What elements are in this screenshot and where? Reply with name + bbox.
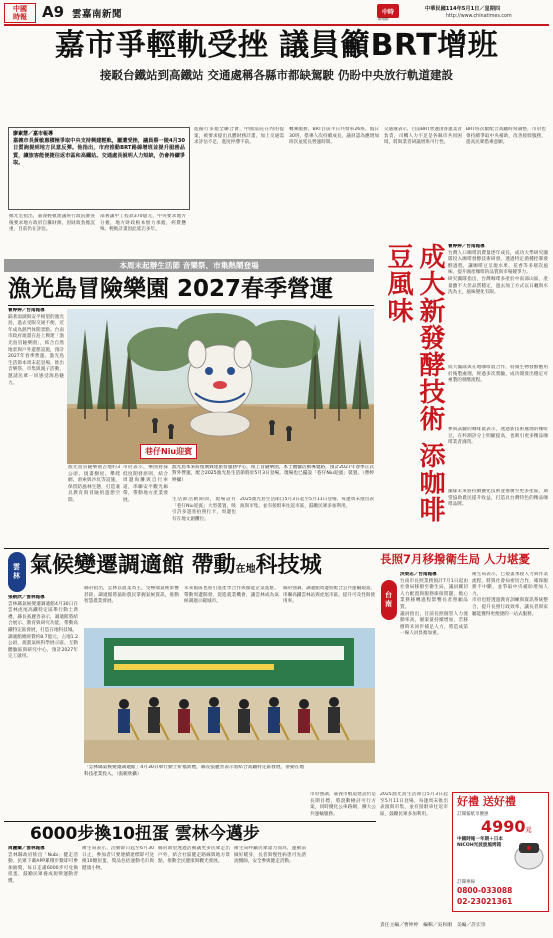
walk-byline: 周麗蘭／雲林報導	[8, 846, 45, 851]
fishlight-body-text: 隔著潟湖與安平相望的漁光島，過去受限交通不便，近年成為熱門休閒景點。台南市政府規畫在島上興建「漁光島冒險樂園」，結合自然地景與戶外遊憩設施，預計2027年春季營運。漁光島生活節本周末起登場，推出音樂祭、市集與親子活動，邀請民眾一同感受海島魅力。	[8, 314, 64, 386]
fishlight-col-3: 生活節活動期間，現場設有「巷仔Niu迎賓」大型裝置，吸引許多遊客拍照打卡，周邊也有在地文創攤位。	[172, 497, 236, 522]
coffee-byline: 曹婷婷／台南報導	[448, 244, 485, 249]
fishlight-photo-caption: 漁光島本來將推廣興建旅客服務中心，推上冒險樂園，本土體驗活動導覽路，預計2027年春季正式對外營運，配合2025漁光島生活節將於5月3日登場，現場也已擺設「巷仔Niu迎賓」裝置。（曹婷婷攝）	[172, 465, 374, 483]
walk-body-text: 雲林縣政府推出「Nubi」健走活動，民眾下載APP累積步數即可參加抽獎，每日走滿6000步可兌換扭蛋，鼓勵民眾養成規律運動習慣。	[8, 852, 78, 884]
climate-col-2: 縣府指出，雲林以農業為主，受極端氣候影響甚鉅，調適館將協助農民掌握氣候資訊，推動智慧農業發展。	[84, 586, 179, 605]
ad-hotline-label: 訂閱專線	[457, 880, 475, 885]
climate-body	[8, 595, 78, 811]
website[interactable]: http://www.chinatimes.com	[446, 14, 512, 19]
brt-lead-text: 嘉義市長黃敏惠積極爭取中央支持興建輕軌，屢遭受挫，議員蔡一陵4月30日質詢提到地方民意反彈。他指出，市府推動BRT路線增班並提升服務品質，讓旅客能便捷往返市區和高鐵站。交通處長說明人力短缺，仍會持續爭取。	[13, 138, 185, 167]
ad-title: 好禮 送好禮	[457, 795, 516, 808]
tainan-tag	[381, 580, 397, 620]
masthead-rule	[4, 24, 549, 26]
fishlight-col-2: 市府表示，樂園將採低度開發原則，結合周邊海灘與自行車道，串聯安平觀光廊帶，帶動地方產業發展。	[123, 465, 168, 503]
walk-headline: 6000步換10扭蛋 雲林今邁步	[30, 824, 260, 844]
walk-col-3: 衛生局呼籲民眾量力而為，運動前做好暖身，長者與慢性病患可先諮詢醫師，安全參與健走活動。	[234, 846, 306, 865]
ad-offer: 中國時報一年期＋日本NICOH光波旋風烤箱	[457, 837, 503, 848]
ad-price-label: 訂閱報紙享優惠	[457, 812, 489, 817]
fishlight-byline: 曹婷婷／台南報導	[8, 308, 45, 313]
climate-body-text: 雲林縣氣候變遷調適館4月30日在雲林虎尾高鐵特定區舉行動土典禮，縣長張麗善表示，調適館將結合展示、教育與研究功能，帶動高鐵特定區發展，打造在地科技城。	[8, 601, 78, 633]
fishlight-headline: 漁光島冒險樂園 2027春季營運	[8, 276, 334, 302]
coffee-body	[448, 244, 548, 362]
newspaper-logo	[4, 3, 36, 23]
climate-title-main: 氣候變遷調適館 帶動	[30, 553, 236, 578]
ad-price	[481, 817, 532, 836]
health-col-2	[472, 572, 548, 788]
walk-col-1: 衛生局表示，活動即日起至6月30日止，參加者只要連續達標即可兌換10顆扭蛋，獎品包括運動毛巾與健康小物。	[82, 846, 154, 871]
coffee-headline: 成大新發酵技術 添咖啡豆風味	[383, 243, 445, 524]
credit-editor: 責任主編／曹婷婷	[380, 923, 419, 928]
climate-col-1: 調適館總經費約8.7億元，占地1.2公頃，規畫氣候科學展示區、互動體驗區與研究中心，預計2027年完工啟用。	[8, 634, 78, 660]
subscription-ad[interactable]	[452, 792, 549, 912]
tainan-tag-text: 台南	[385, 591, 392, 608]
yunlin-tag-text: 雲林	[13, 563, 20, 580]
divider-mid	[4, 548, 549, 549]
walk-col-2: 縣府期望透過活動讓更多民眾走出戶外，結合社區健走路線與地方景點，推動全民健康與觀光發展。	[158, 846, 230, 865]
ad-price-unit: 元	[525, 827, 532, 834]
brt-col-1: 鄭光宏指出，嘉義輕軌建議經行政院審查後要求地方政府自籌財源，因財政負擔沉重，目前仍在評估。	[9, 214, 95, 233]
yunlin-tag	[8, 552, 26, 592]
fishlight-col-1: 漁光島冒險樂園占地約3公頃，規畫樹屋、攀爬網、滑索與沙坑等設施，保留防風林生態，打造兼具教育與冒險的遊憩空間。	[68, 465, 120, 503]
ad-price-value: 4990	[481, 817, 526, 836]
ad-hotline-1[interactable]: 0800-033088	[457, 886, 513, 895]
main-subheadline: 接駁台鐵站到高鐵站 交通處稱各縣市都缺駕駛 仍盼中央放行軌道建設	[99, 68, 453, 82]
brt-byline: 廖素慧／嘉市報導	[13, 131, 54, 137]
brand-sub: 新聞網	[378, 17, 389, 21]
walk-body	[8, 846, 78, 928]
brand-badge	[377, 4, 399, 18]
fishlight-body	[8, 308, 64, 544]
main-headline: 嘉市爭輕軌受挫 議員籲BRT增班	[54, 28, 499, 63]
section-bar	[4, 259, 374, 272]
climate-photo-caption: 「雲林縣氣候變遷調適館」4月30日舉行動土祈福典禮，縣長張麗善表示將結合高鐵特定區發展，帶動在地科技產業投入。（張朝欣攝）	[84, 765, 304, 777]
park-scene-image	[67, 309, 374, 464]
brt-col-3: 進擬行多規全聯合會，中國法院在內的提案，被要求提出具體財務計畫，加上交通需求評估不足，進度停滯不前。	[194, 127, 284, 146]
fishlight-rule	[8, 305, 374, 306]
coffee-col-3: 參與試驗的咖啡農表示，透過新技術處理的咖啡豆，在杯測評分上明顯提高，也吸引更多精品咖啡業者詢問。	[448, 427, 548, 446]
coffee-col-1: 研究團隊指出，台灣咖啡多產於中南部山區，產量雖不大但品質穩定，過去加工方式以日曬與水洗為主，風味變化有限。	[448, 276, 548, 296]
climate-col-3: 未來館區也將引進產學合作與綠能企業進駐，帶動周邊開發，促進就業機會，讓雲林成為氣候調適示範城市。	[184, 586, 279, 605]
health-col-3-text: 市府也將透過教育訓練與資訊系統整合，提升長照行政效率，讓長者與家屬能獲得更便捷的一站式服務。	[472, 598, 548, 617]
climate-title-sub: 在地	[235, 564, 256, 575]
climate-byline: 張朝欣／雲林報導	[8, 595, 45, 600]
section-name: 雲嘉南新聞	[72, 9, 123, 20]
dateline: 中華民國114年5月1日／星期四	[425, 6, 501, 12]
climate-col-4: 縣府強調，調適館周邊將配合公共運輸規畫，串聯高鐵雲林站與虎尾市區，提升可及性與使用率。	[283, 586, 375, 605]
masthead	[0, 0, 553, 24]
brt-col-2: 部署讓中工程款370億元，中央要求地方分擔，地方財政根本無力承擔，經費懸殊，輕軌計畫因此延宕多年。	[100, 214, 186, 233]
health-body	[400, 572, 468, 788]
health-byline: 洪榮志／台南報導	[400, 572, 437, 577]
brand-badge-text: 中時	[381, 8, 394, 16]
health-body-text: 台南市長照業務預計7月1日起由社會局移撥至衛生局，議員關切人力配置與服務銜接問題，擔心業務移轉過程影響長者照顧品質。	[400, 578, 468, 610]
credit-art: 美編／許宏崇	[456, 923, 486, 928]
logo-text: 中國時報	[13, 4, 27, 21]
health-extra: 2025漁光島生活節自5月3日起至5月11日登場，每逢周末推出表演與市集，並有接駁車往返市區，鼓勵民眾多加利用。	[380, 792, 448, 817]
credits	[380, 921, 550, 928]
brt-lead-box	[8, 127, 190, 210]
climate-extra: 市府強調，嘉義市軌道建設仍是長期目標，將滾動檢討可行方案，同時優化公車路網，擴大公共運輸服務。	[310, 792, 376, 817]
brt-col-5: 交通處表示，目前BRT營運由客運業者負責，司機人力不足是各縣市共同困境，將與業者研議增班可行性。	[384, 127, 462, 146]
fishlight-photo	[67, 309, 374, 464]
section-bar-text: 本周末起辦生活節 音樂祭、市集熱鬧登場	[119, 261, 259, 270]
groundbreaking-ceremony-image	[84, 628, 375, 763]
fishlight-photo-label: 巷仔Niu迎賓	[140, 444, 197, 459]
climate-photo	[84, 628, 375, 763]
credit-layout: 編輯／吳和順	[423, 923, 452, 928]
ad-hotline-2[interactable]: 02-23021361	[457, 897, 513, 906]
climate-title-end: 科技城	[255, 553, 322, 578]
coffee-col-4: 團隊未來將持續優化技術並推廣至更多產區，期望協助農民提升收益，打造具台灣特色的精品咖啡品牌。	[448, 489, 548, 508]
health-headline: 長照7月移撥衛生局 人力堪憂	[380, 552, 531, 566]
page-number: A9	[42, 3, 65, 21]
fishlight-col-4: 2025漁光島生活節自5月3日起至5月11日登場，每逢周末推出表演與市集，並有接駁車往返市區，鼓勵民眾多加利用。	[240, 497, 374, 509]
climate-headline	[30, 551, 375, 585]
oven-icon	[513, 837, 545, 871]
brt-col-4: 轉乘服務，BRT目前平日共發車26班、假日30班，搭乘人次持續成長，議員認為應增加班次並延長營運時間。	[289, 127, 379, 146]
health-col-2-text: 衛生局表示，已規畫承接人力與作業流程，將與社會局密切合作，確保服務不中斷，並爭取中央補助增加人力。	[472, 572, 548, 597]
health-col-1: 議員指出，目前長照個管人力流動率高，個案量持續增加，若移撥時未同步補足人力，將造成第一線人員負擔加重。	[400, 611, 468, 637]
coffee-body-text: 台灣人口咖啡消費量逐年成長，成功大學研究團隊投入咖啡發酵技術研發，透過特定菌種控制發酵過程，讓咖啡豆呈現水果、花香等多層次風味，提升國產咖啡的品質與市場競爭力。	[448, 250, 548, 276]
coffee-col-2: 成大團隊與在地咖啡農合作，將微生物發酵應用於後製處理，經過多次實驗，成功開發出穩定可複製的發酵流程。	[448, 365, 548, 384]
brt-col-6: BRT班次數配合高鐵時刻調整，市府也會持續爭取中央補助，改善接駁服務，提高民眾搭乘意願。	[466, 127, 546, 146]
